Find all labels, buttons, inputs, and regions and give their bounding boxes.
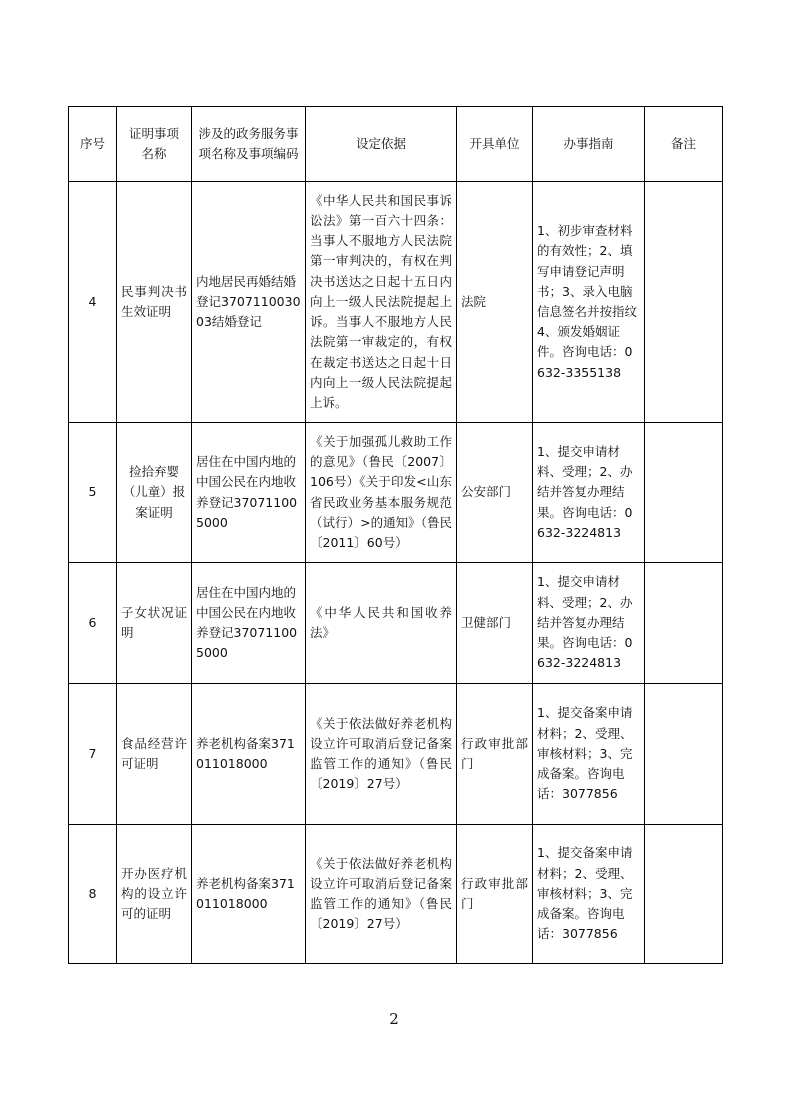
cell-service: 内地居民再婚结婚登记370711003003结婚登记 [192, 182, 306, 423]
cell-issuer: 法院 [457, 182, 533, 423]
cell-guide: 1、初步审查材料的有效性；2、填写申请登记声明书；3、录入电脑信息签名并按指纹4、颁发婚姻证件。咨询电话：0632-3355138 [533, 182, 645, 423]
cell-seq: 6 [69, 563, 117, 684]
table-row [69, 182, 723, 423]
table-row [69, 684, 723, 825]
header-basis: 设定依据 [306, 107, 457, 182]
header-item: 证明事项名称 [117, 107, 192, 182]
cell-seq: 7 [69, 684, 117, 825]
page-number: 2 [389, 1010, 399, 1028]
header-remark: 备注 [645, 107, 723, 182]
cell-basis: 《关于加强孤儿救助工作的意见》（鲁民〔2007〕106号）《关于印发<山东省民政业务基本服务规范（试行）>的通知》（鲁民〔2011〕60号） [306, 423, 457, 563]
cell-guide: 1、提交备案申请材料；2、受理、审核材料；3、完成备案。咨询电话：3077856 [533, 684, 645, 825]
cell-basis: 《关于依法做好养老机构设立许可取消后登记备案监管工作的通知》（鲁民〔2019〕27号） [306, 684, 457, 825]
cell-seq: 4 [69, 182, 117, 423]
cell-remark [645, 423, 723, 563]
table-row [69, 825, 723, 964]
certificate-items-table [68, 106, 723, 964]
cell-service: 养老机构备案371011018000 [192, 825, 306, 964]
header-seq: 序号 [69, 107, 117, 182]
cell-guide: 1、提交申请材料、受理；2、办结并答复办理结果。咨询电话：0632-3224813 [533, 423, 645, 563]
cell-service: 居住在中国内地的中国公民在内地收养登记370711005000 [192, 563, 306, 684]
cell-item: 子女状况证明 [117, 563, 192, 684]
cell-remark [645, 182, 723, 423]
cell-remark [645, 825, 723, 964]
cell-issuer: 行政审批部门 [457, 825, 533, 964]
cell-remark [645, 563, 723, 684]
header-issuer: 开具单位 [457, 107, 533, 182]
cell-guide: 1、提交备案申请材料；2、受理、审核材料；3、完成备案。咨询电话：3077856 [533, 825, 645, 964]
cell-basis: 《中华人民共和国收养法》 [306, 563, 457, 684]
cell-guide: 1、提交申请材料、受理；2、办结并答复办理结果。咨询电话：0632-3224813 [533, 563, 645, 684]
cell-issuer: 公安部门 [457, 423, 533, 563]
cell-item: 开办医疗机构的设立许可的证明 [117, 825, 192, 964]
table-row [69, 423, 723, 563]
table-header-row [69, 107, 723, 182]
cell-item: 民事判决书生效证明 [117, 182, 192, 423]
header-guide: 办事指南 [533, 107, 645, 182]
cell-basis: 《关于依法做好养老机构设立许可取消后登记备案监管工作的通知》（鲁民〔2019〕27号） [306, 825, 457, 964]
header-service: 涉及的政务服务事项名称及事项编码 [192, 107, 306, 182]
cell-service: 养老机构备案371011018000 [192, 684, 306, 825]
cell-item: 食品经营许可证明 [117, 684, 192, 825]
table-row [69, 563, 723, 684]
cell-service: 居住在中国内地的中国公民在内地收养登记370711005000 [192, 423, 306, 563]
cell-item: 捡拾弃婴（儿童）报案证明 [117, 423, 192, 563]
cell-remark [645, 684, 723, 825]
cell-issuer: 卫健部门 [457, 563, 533, 684]
cell-issuer: 行政审批部门 [457, 684, 533, 825]
cell-seq: 8 [69, 825, 117, 964]
cell-basis: 《中华人民共和国民事诉讼法》第一百六十四条：当事人不服地方人民法院第一审判决的，有权在判决书送达之日起十五日内向上一级人民法院提起上诉。当事人不服地方人民法院第一审裁定的，有权在裁定书送达之日起十日内向上一级人民法院提起上诉。 [306, 182, 457, 423]
cell-seq: 5 [69, 423, 117, 563]
